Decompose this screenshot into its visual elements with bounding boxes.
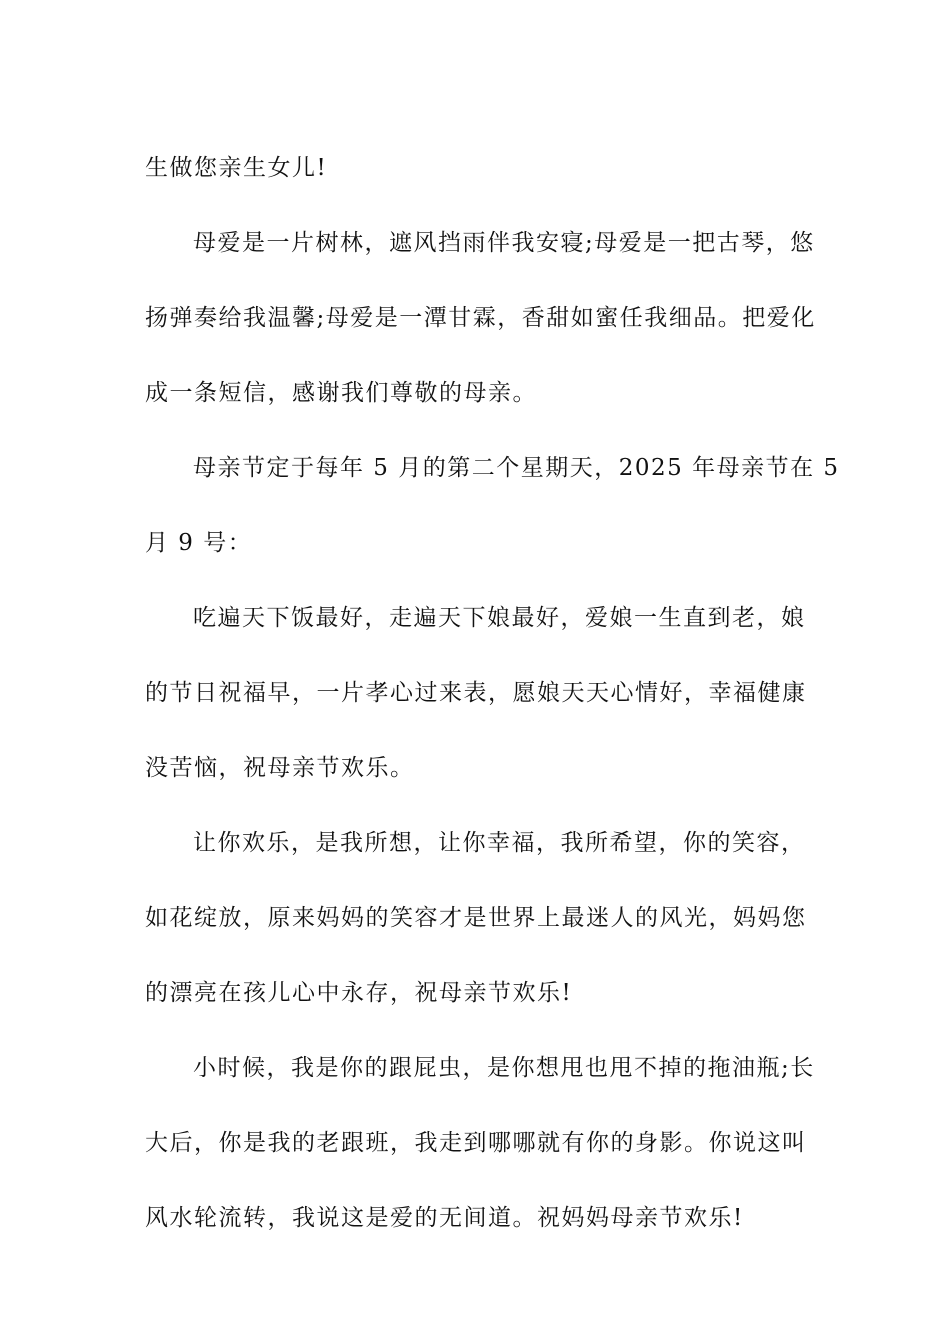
- text-line: 母爱是一片树林，遮风挡雨伴我安寝;母爱是一把古琴，悠: [193, 230, 815, 256]
- text-line: 月 9 号：: [145, 530, 253, 556]
- text-line: 的漂亮在孩儿心中永存，祝母亲节欢乐!: [145, 980, 573, 1006]
- text-line: 大后，你是我的老跟班，我走到哪哪就有你的身影。你说这叫: [145, 1130, 807, 1156]
- text-line: 让你欢乐，是我所想，让你幸福，我所希望，你的笑容，: [193, 830, 806, 856]
- text-line: 吃遍天下饭最好，走遍天下娘最好，爱娘一生直到老，娘: [193, 605, 806, 631]
- text-line: 没苦恼，祝母亲节欢乐。: [145, 755, 415, 781]
- document-body: [145, 131, 840, 1256]
- text-line: 风水轮流转，我说这是爱的无间道。祝妈妈母亲节欢乐!: [145, 1205, 744, 1231]
- text-line: 生做您亲生女儿!: [145, 155, 328, 181]
- text-line: 母亲节定于每年 5 月的第二个星期天，2025 年母亲节在 5: [193, 455, 840, 481]
- text-line: 成一条短信，感谢我们尊敬的母亲。: [145, 380, 537, 406]
- text-line: 扬弹奏给我温馨;母爱是一潭甘霖，香甜如蜜任我细品。把爱化: [145, 305, 816, 331]
- text-line: 如花绽放，原来妈妈的笑容才是世界上最迷人的风光，妈妈您: [145, 905, 807, 931]
- text-line: 的节日祝福早，一片孝心过来表，愿娘天天心情好，幸福健康: [145, 680, 807, 706]
- text-line: 小时候，我是你的跟屁虫，是你想甩也甩不掉的拖油瓶;长: [193, 1055, 815, 1081]
